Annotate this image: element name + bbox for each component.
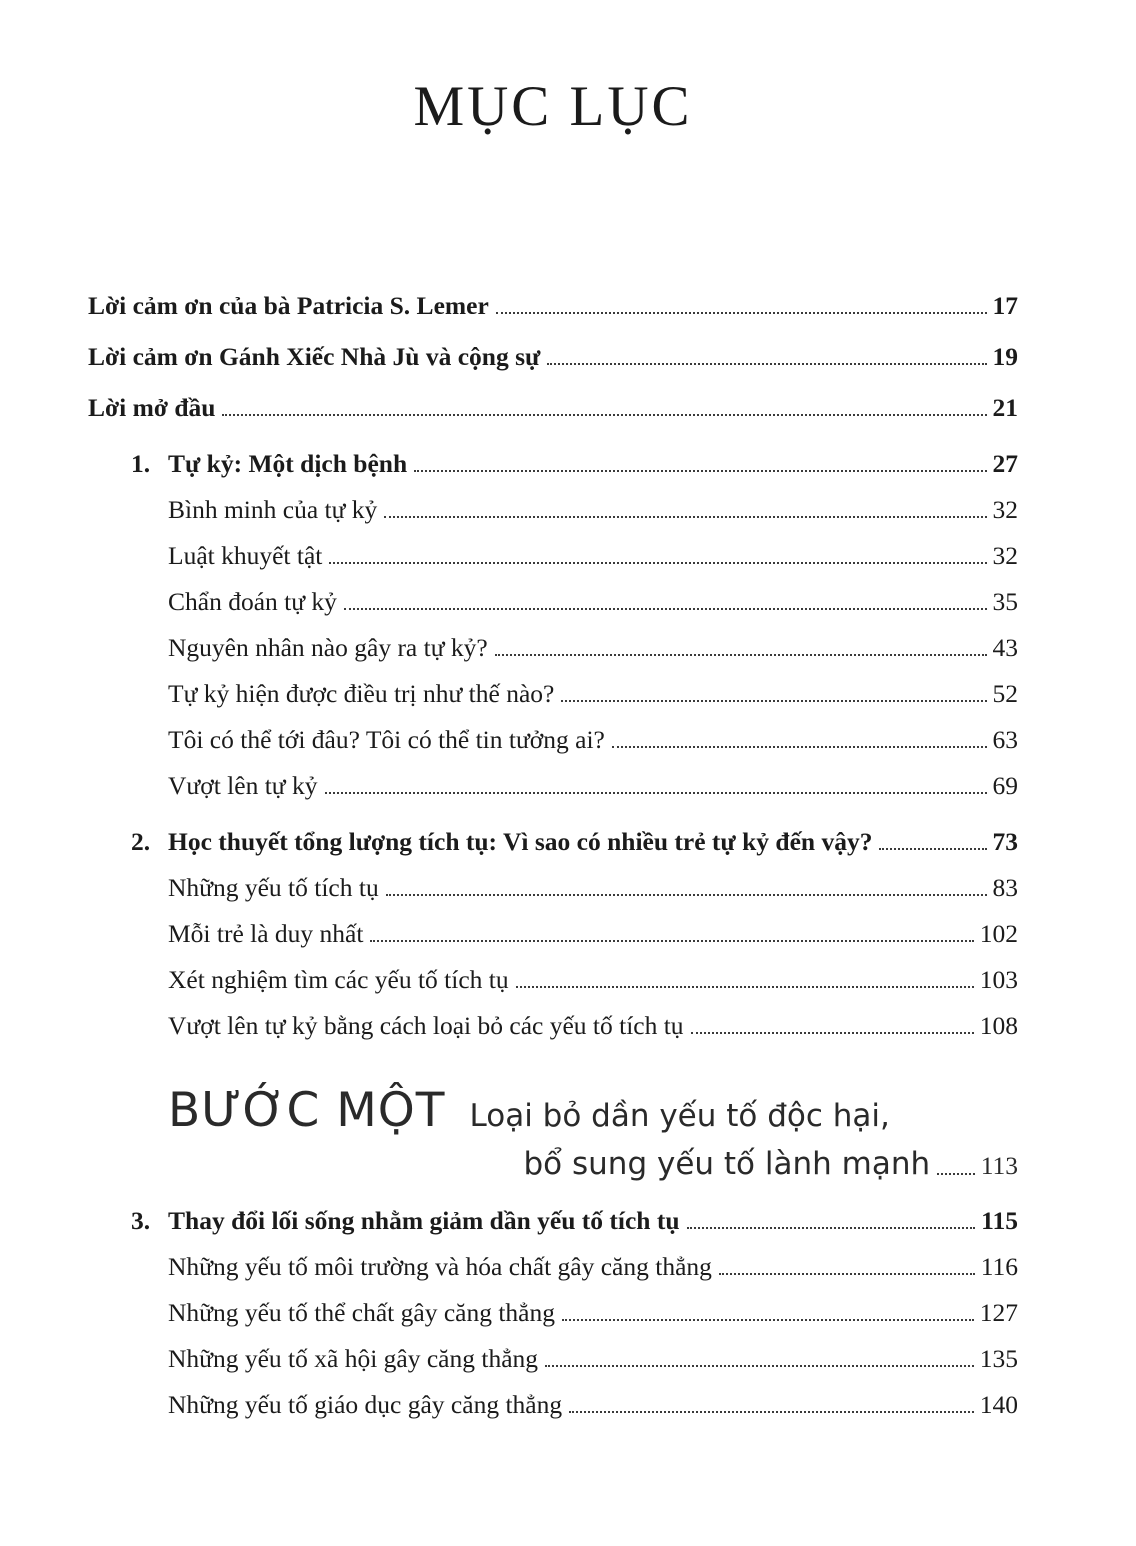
toc-entry-label: Mỗi trẻ là duy nhất [168,919,364,948]
dot-leader [325,792,987,794]
toc-entry-page: 69 [992,771,1018,800]
toc-entry-page: 83 [992,873,1018,902]
front-matter-section [88,291,1018,423]
toc-entry-label: Những yếu tố giáo dục gây căng thẳng [168,1390,563,1419]
dot-leader [384,516,986,518]
toc-entry-page: 108 [979,1011,1018,1040]
toc-entry-label: Những yếu tố thể chất gây căng thẳng [168,1298,555,1327]
toc-entry [168,725,1018,755]
part-one-subtitle-line2: bổ sung yếu tố lành mạnh [523,1146,931,1182]
part-one-subtitle-line1: Loại bỏ dần yếu tố độc hại, [469,1098,890,1134]
chapter-3 [131,1206,1018,1420]
toc-entry [168,965,1018,995]
dot-leader [495,654,987,656]
chapter-sections [168,873,1018,1041]
toc-entry-label: Lời cảm ơn Gánh Xiếc Nhà Jù và cộng sự [88,342,541,371]
part-one-heading: BƯỚC MỘT [168,1083,446,1138]
dot-leader [329,562,986,564]
dot-leader [562,1319,974,1321]
toc-entry-label: Lời mở đầu [88,393,216,422]
chapter-title: Học thuyết tổng lượng tích tụ: Vì sao có nhiều trẻ tự kỷ đến vậy? [168,827,873,856]
toc-entry [88,342,1018,372]
chapter-title: Tự kỷ: Một dịch bệnh [168,449,408,478]
toc-entry [168,541,1018,571]
toc-entry [88,291,1018,321]
dot-leader [547,363,986,365]
toc-entry-label: Nguyên nhân nào gây ra tự kỷ? [168,633,488,662]
toc-entry [88,393,1018,423]
toc-entry [168,1011,1018,1041]
toc-entry-label: Luật khuyết tật [168,541,323,570]
dot-leader [569,1411,974,1413]
toc-entry-page: 113 [980,1151,1018,1180]
chapter-1 [131,449,1018,801]
toc-entry-page: 135 [979,1344,1018,1373]
chapter-sections [168,495,1018,801]
toc-entry [168,1390,1018,1420]
toc-entry-page: 43 [992,633,1018,662]
toc-entry-page: 127 [979,1298,1018,1327]
toc-entry-label: Những yếu tố xã hội gây căng thẳng [168,1344,539,1373]
toc-entry [168,495,1018,525]
dot-leader [561,700,986,702]
part-one-heading-block [168,1083,1018,1182]
toc-entry [168,771,1018,801]
toc-entry-page: 32 [992,541,1018,570]
dot-leader [222,414,986,416]
toc-entry-label: Những yếu tố môi trường và hóa chất gây căng thẳng [168,1252,712,1281]
toc-entry-page: 102 [979,919,1018,948]
dot-leader [687,1227,976,1229]
dot-leader [344,608,987,610]
toc-entry-page: 27 [992,449,1018,478]
toc-entry-label: Vượt lên tự kỷ bằng cách loại bỏ các yếu tố tích tụ [168,1011,684,1040]
toc-entry-label: Xét nghiệm tìm các yếu tố tích tụ [168,965,509,994]
chapter-2 [131,827,1018,1041]
toc-entry-label: Tôi có thể tới đâu? Tôi có thể tin tưởng ai? [168,725,605,754]
toc-entry [168,1252,1018,1282]
dot-leader [496,312,987,314]
part-one-subtitle [470,1098,1019,1182]
toc-entry-page: 103 [979,965,1018,994]
toc-entry-page: 116 [980,1252,1018,1281]
toc-entry-label: Tự kỷ hiện được điều trị như thế nào? [168,679,555,708]
dot-leader [516,986,974,988]
dot-leader [691,1032,974,1034]
dot-leader [719,1273,975,1275]
dot-leader [370,940,973,942]
chapter-number: 1. [131,449,151,478]
toc-entry [168,873,1018,903]
chapter-sections [168,1252,1018,1420]
toc-entry-page: 73 [992,827,1018,856]
dot-leader [386,894,987,896]
toc-entry-label: Chẩn đoán tự kỷ [168,587,337,616]
toc-entry-page: 32 [992,495,1018,524]
toc-entry-page: 19 [992,342,1018,371]
chapter-title-entry [131,1206,1018,1236]
toc-entry [168,633,1018,663]
page-title: MỤC LỤC [413,75,693,138]
chapter-number: 3. [131,1206,151,1235]
toc-entry-label: Lời cảm ơn của bà Patricia S. Lemer [88,291,489,320]
toc-entry-label: Vượt lên tự kỷ [168,771,318,800]
toc-entry-page: 63 [992,725,1018,754]
chapter-number: 2. [131,827,151,856]
dot-leader [414,470,986,472]
chapter-title-entry [131,827,1018,857]
toc-entry-page: 140 [979,1390,1018,1419]
chapter-title: Thay đổi lối sống nhằm giảm dần yếu tố tích tụ [168,1206,680,1235]
dot-leader [545,1365,974,1367]
toc-entry-page: 17 [992,291,1018,320]
toc-entry [168,679,1018,709]
toc-entry-label: Bình minh của tự kỷ [168,495,378,524]
toc-entry-page: 52 [992,679,1018,708]
toc-entry [168,1344,1018,1374]
toc-entry [168,919,1018,949]
dot-leader [937,1173,975,1175]
part-one-subtitle-line2-row [470,1146,1019,1182]
toc-entry-page: 21 [992,393,1018,422]
toc-entry-page: 35 [992,587,1018,616]
toc-list [88,291,1018,1420]
toc-entry-label: Những yếu tố tích tụ [168,873,379,902]
toc-entry [168,1298,1018,1328]
dot-leader [612,746,987,748]
toc-entry [168,587,1018,617]
dot-leader [879,848,986,850]
chapter-title-entry [131,449,1018,479]
toc-entry-page: 115 [981,1206,1018,1235]
